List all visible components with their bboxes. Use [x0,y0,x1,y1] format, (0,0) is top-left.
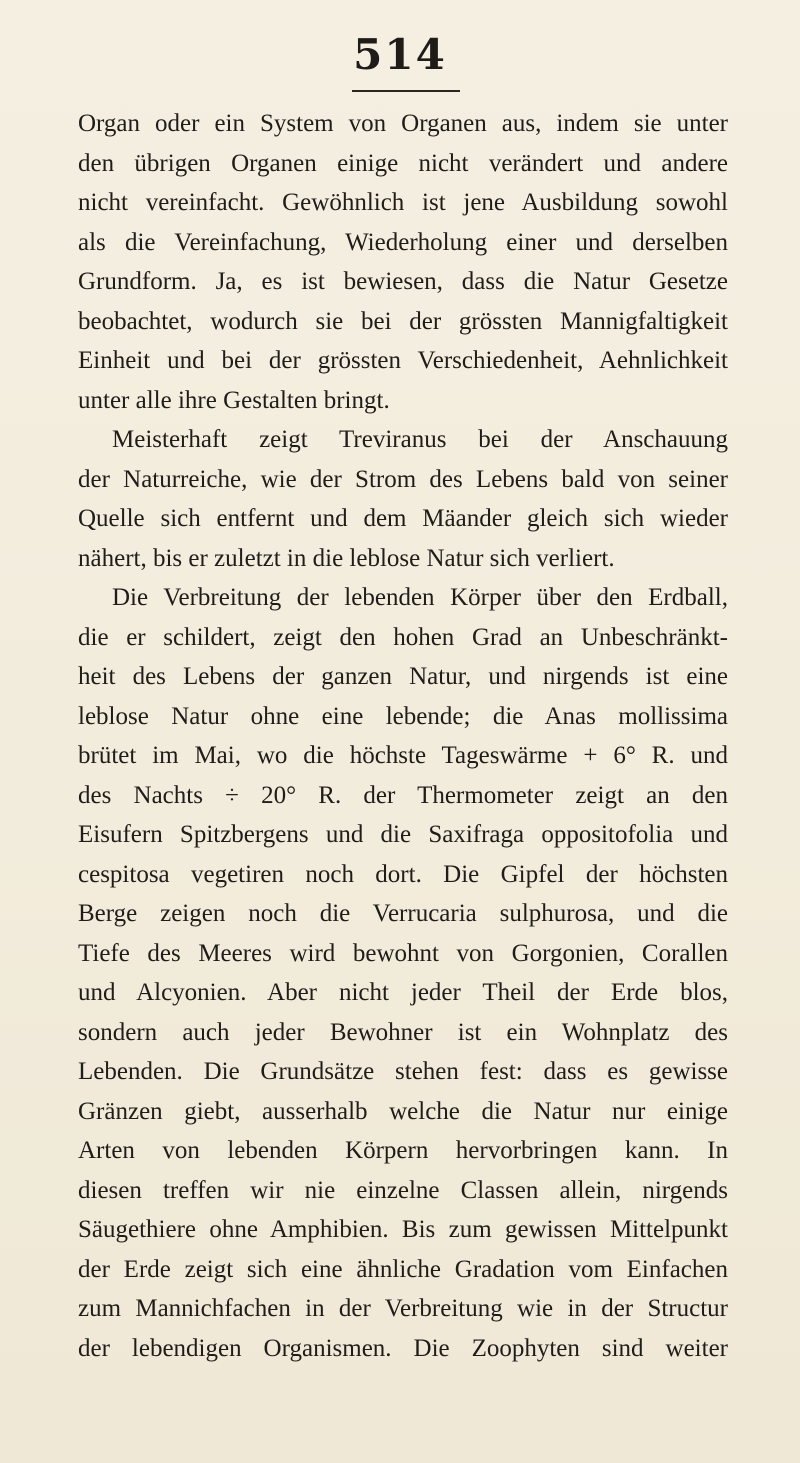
text-line: Grundform. Ja, es ist bewiesen, dass die Natur Gesetze [78,268,728,295]
text-line: Meisterhaft zeigt Treviranus bei der Anschauung [112,426,728,453]
text-line: nähert, bis er zuletzt in die leblose Natur sich verliert. [78,544,615,572]
text-line: Organ oder ein System von Organen aus, indem sie unter [78,110,728,137]
text-line: Eisufern Spitzbergens und die Saxifraga oppositofolia und [78,821,728,848]
text-line: Gränzen giebt, ausserhalb welche die Natur nur einige [78,1097,728,1125]
page-number: 514 [353,30,447,79]
text-line: Säugethiere ohne Amphibien. Bis zum gewissen Mittelpunkt [78,1216,728,1243]
body-text [78,104,728,1368]
text-line: diesen treffen wir nie einzelne Classen allein, nirgends [78,1176,728,1204]
text-line: den übrigen Organen einige nicht verändert und andere [78,149,728,177]
text-line: zum Mannichfachen in der Verbreitung wie in der Structur [78,1295,728,1322]
text-line: Lebenden. Die Grundsätze stehen fest: dass es gewisse [78,1058,728,1085]
text-line: sondern auch jeder Bewohner ist ein Wohnplatz des [78,1018,728,1046]
text-line: Einheit und bei der grössten Verschiedenheit, Aehnlichkeit [78,347,728,374]
header-rule [352,90,460,92]
text-line: Arten von lebenden Körpern hervorbringen kann. In [78,1137,728,1164]
text-line: Tiefe des Meeres wird bewohnt von Gorgonien, Corallen [78,939,728,967]
text-line: und Alcyonien. Aber nicht jeder Theil der Erde blos, [78,979,728,1006]
text-line: Quelle sich entfernt und dem Mäander gleich sich wieder [78,505,728,532]
text-line: der Naturreiche, wie der Strom des Lebens bald von seiner [78,465,728,493]
text-line: Die Verbreitung der lebenden Körper über den Erdball, [112,584,728,611]
text-line: brütet im Mai, wo die höchste Tageswärme + 6° R. und [78,742,728,769]
text-line: nicht vereinfacht. Gewöhnlich ist jene Ausbildung sowohl [78,189,728,216]
text-line: Berge zeigen noch die Verrucaria sulphurosa, und die [78,900,728,927]
text-line: beobachtet, wodurch sie bei der grössten Mannigfaltigkeit [78,307,728,335]
text-line: als die Vereinfachung, Wiederholung einer und derselben [78,228,728,256]
text-line: leblose Natur ohne eine lebende; die Anas mollissima [78,702,728,730]
text-line: des Nachts ÷ 20° R. der Thermometer zeigt an den [78,781,728,809]
text-line: unter alle ihre Gestalten bringt. [78,386,390,414]
text-line: der lebendigen Organismen. Die Zoophyten sind weiter [78,1334,728,1362]
text-line: cespitosa vegetiren noch dort. Die Gipfel der höchsten [78,860,728,888]
text-line: der Erde zeigt sich eine ähnliche Gradation vom Einfachen [78,1255,728,1283]
text-line: heit des Lebens der ganzen Natur, und nirgends ist eine [78,663,728,690]
text-line: die er schildert, zeigt den hohen Grad an Unbeschränkt- [78,623,728,651]
